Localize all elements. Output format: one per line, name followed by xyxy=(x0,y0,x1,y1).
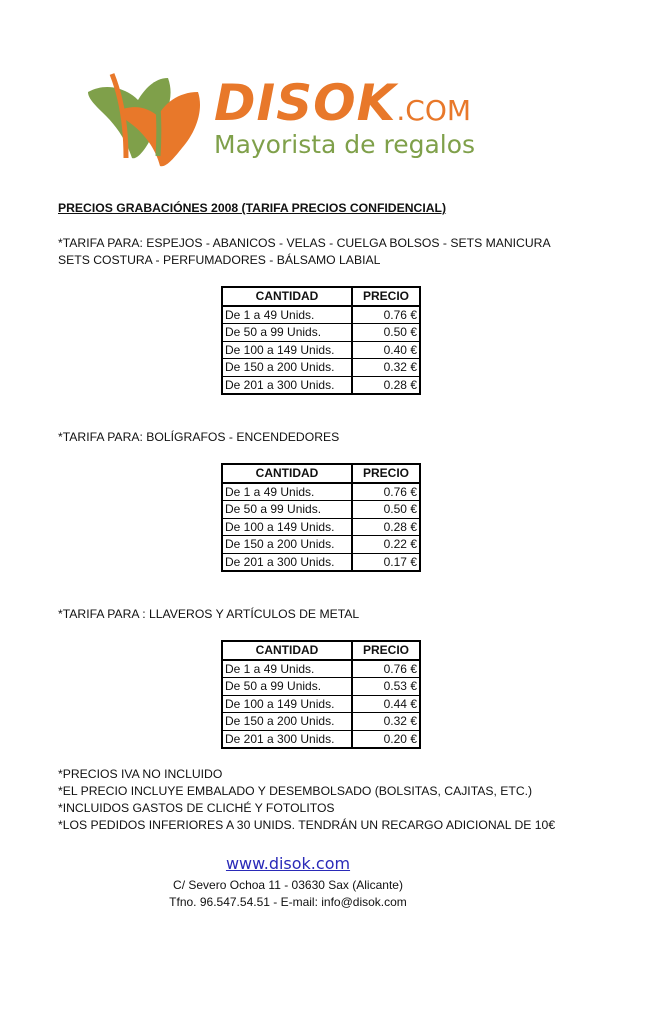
quantity-cell: De 100 a 149 Unids. xyxy=(222,341,352,359)
quantity-cell: De 201 a 300 Unids. xyxy=(222,730,352,748)
table-row xyxy=(222,518,420,536)
price-table-2 xyxy=(221,463,421,572)
quantity-cell: De 201 a 300 Unids. xyxy=(222,376,352,394)
quantity-cell: De 1 a 49 Unids. xyxy=(222,306,352,324)
quantity-cell: De 1 a 49 Unids. xyxy=(222,660,352,678)
table-row xyxy=(222,359,420,377)
section-1-heading-line-2: SETS COSTURA - PERFUMADORES - BÁLSAMO LABIAL xyxy=(58,253,381,267)
table-header-row xyxy=(222,641,420,660)
table-row xyxy=(222,660,420,678)
price-cell: 0.28 € xyxy=(352,518,420,536)
quantity-cell: De 150 a 200 Unids. xyxy=(222,713,352,731)
disok-logo xyxy=(86,70,506,170)
table-header-row xyxy=(222,464,420,483)
quantity-cell: De 100 a 149 Unids. xyxy=(222,695,352,713)
column-header-cantidad: CANTIDAD xyxy=(222,641,352,660)
table-row xyxy=(222,678,420,696)
quantity-cell: De 100 a 149 Unids. xyxy=(222,518,352,536)
website-link[interactable]: www.disok.com xyxy=(225,854,351,873)
price-cell: 0.76 € xyxy=(352,483,420,501)
price-cell: 0.50 € xyxy=(352,501,420,519)
price-cell: 0.22 € xyxy=(352,536,420,554)
quantity-cell: De 201 a 300 Unids. xyxy=(222,553,352,571)
price-cell: 0.40 € xyxy=(352,341,420,359)
price-cell: 0.32 € xyxy=(352,713,420,731)
column-header-precio: PRECIO xyxy=(352,464,420,483)
price-cell: 0.44 € xyxy=(352,695,420,713)
table-row xyxy=(222,483,420,501)
price-cell: 0.32 € xyxy=(352,359,420,377)
note-cliche: *INCLUIDOS GASTOS DE CLICHÉ Y FOTOLITOS xyxy=(58,801,335,815)
footer-address: C/ Severo Ochoa 11 - 03630 Sax (Alicante) xyxy=(173,878,403,892)
quantity-cell: De 150 a 200 Unids. xyxy=(222,536,352,554)
price-table-3 xyxy=(221,640,421,749)
quantity-cell: De 50 a 99 Unids. xyxy=(222,324,352,342)
document-title: PRECIOS GRABACIÓNES 2008 (TARIFA PRECIOS CONFIDENCIAL) xyxy=(58,201,447,215)
section-1-heading-line-1: *TARIFA PARA: ESPEJOS - ABANICOS - VELAS - CUELGA BOLSOS - SETS MANICURA xyxy=(58,236,551,250)
column-header-cantidad: CANTIDAD xyxy=(222,464,352,483)
quantity-cell: De 50 a 99 Unids. xyxy=(222,678,352,696)
table-header-row xyxy=(222,287,420,306)
price-cell: 0.50 € xyxy=(352,324,420,342)
quantity-cell: De 150 a 200 Unids. xyxy=(222,359,352,377)
quantity-cell: De 50 a 99 Unids. xyxy=(222,501,352,519)
table-row xyxy=(222,306,420,324)
price-cell: 0.20 € xyxy=(352,730,420,748)
note-embalado: *EL PRECIO INCLUYE EMBALADO Y DESEMBOLSADO (BOLSITAS, CAJITAS, ETC.) xyxy=(58,784,533,798)
table-row xyxy=(222,713,420,731)
table-row xyxy=(222,730,420,748)
column-header-cantidad: CANTIDAD xyxy=(222,287,352,306)
price-cell: 0.53 € xyxy=(352,678,420,696)
brand-tagline: Mayorista de regalos xyxy=(214,130,476,159)
butterfly-icon xyxy=(86,70,211,170)
table-row xyxy=(222,324,420,342)
footer-contact: Tfno. 96.547.54.51 - E-mail: info@disok.com xyxy=(169,895,407,909)
section-2-heading: *TARIFA PARA: BOLÍGRAFOS - ENCENDEDORES xyxy=(58,430,340,444)
price-cell: 0.76 € xyxy=(352,660,420,678)
table-row xyxy=(222,553,420,571)
section-3-heading: *TARIFA PARA : LLAVEROS Y ARTÍCULOS DE METAL xyxy=(58,607,360,621)
note-recargo: *LOS PEDIDOS INFERIORES A 30 UNIDS. TENDRÁN UN RECARGO ADICIONAL DE 10€ xyxy=(58,818,556,832)
price-cell: 0.28 € xyxy=(352,376,420,394)
table-row xyxy=(222,376,420,394)
brand-suffix: .COM xyxy=(396,94,472,127)
table-row xyxy=(222,695,420,713)
table-row xyxy=(222,341,420,359)
note-iva: *PRECIOS IVA NO INCLUIDO xyxy=(58,767,223,781)
table-row xyxy=(222,536,420,554)
column-header-precio: PRECIO xyxy=(352,641,420,660)
brand-name: DISOK.COM xyxy=(214,74,472,132)
column-header-precio: PRECIO xyxy=(352,287,420,306)
table-row xyxy=(222,501,420,519)
price-cell: 0.17 € xyxy=(352,553,420,571)
quantity-cell: De 1 a 49 Unids. xyxy=(222,483,352,501)
price-table-1 xyxy=(221,286,421,395)
price-cell: 0.76 € xyxy=(352,306,420,324)
